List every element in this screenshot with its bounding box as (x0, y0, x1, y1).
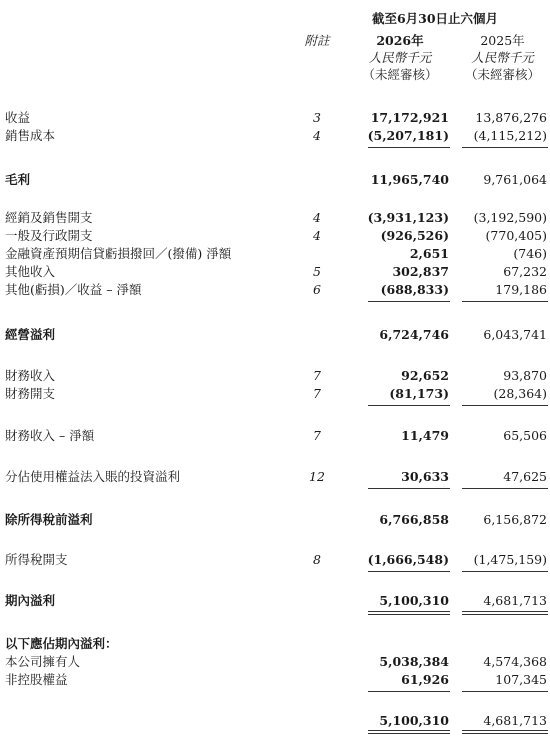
row-label: 分佔使用權益法入賬的投資溢利 (5, 469, 181, 484)
double-underline (462, 733, 548, 734)
row-note: 12 (309, 469, 325, 484)
divider (462, 691, 548, 692)
row-revenue (0, 110, 550, 125)
row-value-2025: 47,625 (503, 469, 547, 484)
row-label: 一般及行政開支 (5, 228, 93, 243)
row-value-2025: 65,506 (503, 428, 547, 443)
row-value-2026: 2,651 (409, 246, 449, 261)
divider (462, 301, 548, 302)
row-note: 4 (313, 210, 321, 225)
divider (368, 571, 450, 572)
row-value-2026: 302,837 (392, 264, 449, 279)
col-b-audit: （未經審核） (464, 67, 540, 82)
row-value-2025: (4,115,212) (473, 128, 547, 143)
row-cost-of-sales (0, 128, 550, 143)
row-label: 金融資產預期信貸虧損撥回／(撥備) 淨額 (5, 246, 232, 261)
row-owners (0, 654, 550, 669)
row-value-2025: 4,681,713 (483, 593, 547, 608)
row-other-losses (0, 282, 550, 297)
row-value-2025: (770,405) (485, 228, 547, 243)
row-note: 7 (313, 368, 321, 383)
row-value-2026: (1,666,548) (367, 552, 449, 567)
row-label: 財務收入 – 淨額 (5, 428, 95, 443)
col-b-year: 2025年 (480, 33, 525, 48)
double-underline (368, 611, 450, 612)
row-label: 所得稅開支 (5, 552, 68, 567)
row-label: 其他收入 (5, 264, 56, 279)
row-note: 7 (313, 386, 321, 401)
row-value-2026: (81,173) (389, 386, 449, 401)
row-profit-before-tax (0, 512, 550, 527)
divider (368, 147, 450, 148)
divider (462, 147, 548, 148)
row-value-2026: 5,038,384 (379, 654, 449, 669)
row-label: 銷售成本 (5, 128, 56, 143)
row-label: 非控股權益 (5, 672, 68, 687)
row-value-2025: 107,345 (495, 672, 547, 687)
row-value-2026: 11,479 (401, 428, 449, 443)
row-value-2026: 6,724,746 (379, 327, 449, 342)
row-other-income (0, 264, 550, 279)
row-value-2025: 179,186 (495, 282, 547, 297)
row-value-2025: 4,574,368 (483, 654, 547, 669)
row-finance-costs (0, 386, 550, 401)
divider (368, 301, 450, 302)
row-label: 財務收入 (5, 368, 56, 383)
row-label: 其他(虧損)／收益 – 淨額 (5, 282, 142, 297)
row-note: 4 (313, 128, 321, 143)
col-a-year: 2026年 (376, 33, 424, 48)
row-note: 3 (313, 110, 321, 125)
row-label: 經營溢利 (5, 327, 56, 342)
row-label: 除所得稅前溢利 (5, 512, 93, 527)
row-value-2026: 6,766,858 (379, 512, 449, 527)
row-value-2025: (746) (513, 246, 547, 261)
row-label: 期內溢利 (5, 593, 56, 608)
row-share-of-profit (0, 469, 550, 484)
row-value-2025: (1,475,159) (473, 552, 547, 567)
row-selling-expenses (0, 210, 550, 225)
col-a-unit: 人民幣千元 (368, 50, 432, 65)
row-value-2025: (28,364) (493, 386, 547, 401)
note-column-heading: 附註 (304, 33, 330, 48)
row-label: 毛利 (5, 172, 31, 187)
row-value-2025: 67,232 (503, 264, 547, 279)
divider (462, 571, 548, 572)
row-label: 經銷及銷售開支 (5, 210, 93, 225)
row-note: 4 (313, 228, 321, 243)
row-value-2025: 93,870 (503, 368, 547, 383)
double-underline (462, 611, 548, 612)
row-ecl-reversal (0, 246, 550, 261)
row-note: 5 (313, 264, 321, 279)
double-underline (462, 614, 548, 615)
row-value-2026: 5,100,310 (379, 593, 449, 608)
row-value-2025: 6,156,872 (483, 512, 547, 527)
row-value-2026: (3,931,123) (367, 210, 449, 225)
row-value-2026: (5,207,181) (367, 128, 449, 143)
divider (462, 405, 548, 406)
row-value-2025: 6,043,741 (483, 327, 547, 342)
row-value-2025: 9,761,064 (483, 172, 547, 187)
row-finance-income (0, 368, 550, 383)
row-gross-profit (0, 172, 550, 187)
row-note: 7 (313, 428, 321, 443)
divider (462, 488, 548, 489)
row-admin-expenses (0, 228, 550, 243)
row-value-2026: 61,926 (401, 672, 449, 687)
row-value-2025: (3,192,590) (473, 210, 547, 225)
row-profit-for-period (0, 593, 550, 608)
row-value-2026: 5,100,310 (379, 713, 449, 728)
row-label: 收益 (5, 110, 31, 125)
row-income-tax (0, 552, 550, 567)
row-finance-income-net (0, 428, 550, 443)
row-value-2026: (926,526) (380, 228, 449, 243)
row-value-2025: 13,876,276 (475, 110, 547, 125)
row-value-2026: 92,652 (401, 368, 449, 383)
divider (368, 488, 450, 489)
col-a-audit: （未經審核） (362, 67, 438, 82)
period-heading: 截至6月30日止六個月 (371, 11, 499, 26)
double-underline (368, 614, 450, 615)
double-underline (368, 733, 450, 734)
row-label: 以下應佔期內溢利： (5, 636, 118, 651)
col-b-unit: 人民幣千元 (471, 50, 534, 65)
divider (368, 691, 450, 692)
divider (368, 405, 450, 406)
row-value-2025: 4,681,713 (483, 713, 547, 728)
row-total (0, 713, 550, 728)
row-note: 6 (313, 282, 321, 297)
row-non-controlling (0, 672, 550, 687)
row-label: 財務開支 (5, 386, 56, 401)
row-value-2026: 11,965,740 (370, 172, 449, 187)
row-value-2026: (688,833) (380, 282, 449, 297)
row-value-2026: 17,172,921 (370, 110, 449, 125)
double-underline (462, 730, 548, 731)
row-value-2026: 30,633 (401, 469, 449, 484)
row-operating-profit (0, 327, 550, 342)
row-label: 本公司擁有人 (5, 654, 81, 669)
double-underline (368, 730, 450, 731)
row-note: 8 (313, 552, 321, 567)
row-attributable-heading (0, 636, 550, 651)
